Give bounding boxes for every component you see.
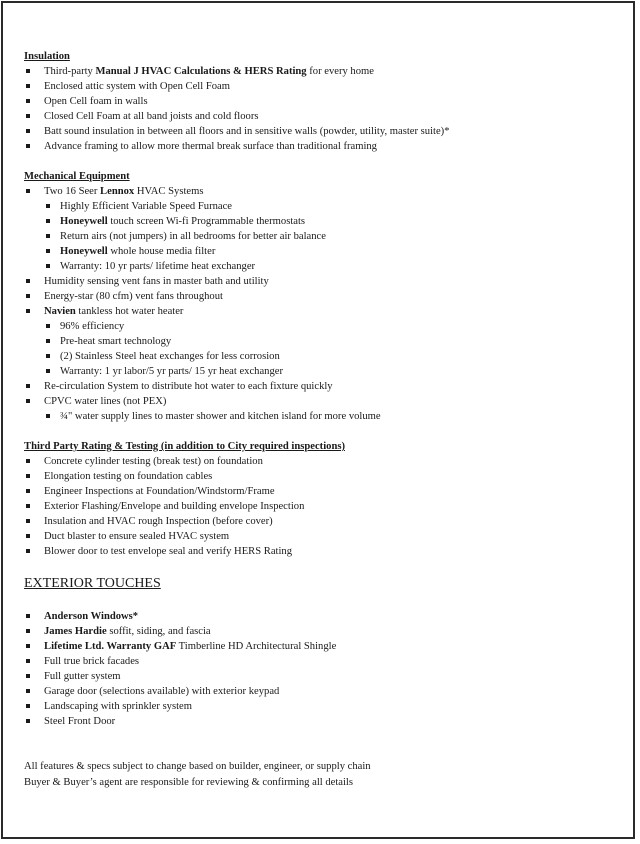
- sub-list-item: Warranty: 1 yr labor/5 yr parts/ 15 yr heat exchanger: [24, 364, 624, 379]
- hvac-sub-list-wrap: [24, 199, 624, 274]
- bullet-icon: [46, 414, 50, 418]
- bullet-icon: [26, 504, 30, 508]
- bullet-icon: [26, 519, 30, 523]
- bullet-icon: [26, 399, 30, 403]
- bullet-icon: [46, 354, 50, 358]
- list-item: Humidity sensing vent fans in master bath and utility: [24, 274, 624, 289]
- disclaimer-line: Buyer & Buyer’s agent are responsible for reviewing & confirming all details: [24, 777, 354, 788]
- list-item: James Hardie soffit, siding, and fascia: [24, 624, 624, 639]
- list-item: Concrete cylinder testing (break test) on foundation: [24, 454, 624, 469]
- bullet-icon: [46, 264, 50, 268]
- bullet-icon: [26, 459, 30, 463]
- disclaimer-line: All features & specs subject to change based on builder, engineer, or supply chain: [24, 761, 371, 772]
- sub-list-item: ¾" water supply lines to master shower and kitchen island for more volume: [24, 409, 624, 424]
- list-item: Two 16 Seer Lennox HVAC Systems: [24, 184, 624, 199]
- list-item: Closed Cell Foam at all band joists and cold floors: [24, 109, 624, 124]
- bullet-icon: [26, 129, 30, 133]
- list-item: Garage door (selections available) with exterior keypad: [24, 684, 624, 699]
- spec-sheet: [24, 49, 624, 791]
- bullet-icon: [46, 324, 50, 328]
- list-item: Advance framing to allow more thermal break surface than traditional framing: [24, 139, 624, 154]
- bullet-icon: [26, 84, 30, 88]
- list-item: Lifetime Ltd. Warranty GAF Timberline HD Architectural Shingle: [24, 639, 624, 654]
- list-item: Engineer Inspections at Foundation/Windstorm/Frame: [24, 484, 624, 499]
- bullet-icon: [26, 614, 30, 618]
- bullet-icon: [46, 234, 50, 238]
- bullet-icon: [46, 339, 50, 343]
- bullet-icon: [26, 384, 30, 388]
- cpvc-sub-list-wrap: [24, 409, 624, 424]
- bullet-icon: [26, 689, 30, 693]
- list-item: Enclosed attic system with Open Cell Foam: [24, 79, 624, 94]
- list-item: Open Cell foam in walls: [24, 94, 624, 109]
- bullet-icon: [26, 474, 30, 478]
- sub-list-item: Pre-heat smart technology: [24, 334, 624, 349]
- bullet-icon: [26, 489, 30, 493]
- mechanical-heading: Mechanical Equipment: [24, 171, 130, 182]
- list-item: Re-circulation System to distribute hot water to each fixture quickly: [24, 379, 624, 394]
- list-item: Energy-star (80 cfm) vent fans throughout: [24, 289, 624, 304]
- bullet-icon: [26, 279, 30, 283]
- bullet-icon: [26, 294, 30, 298]
- exterior-heading: EXTERIOR TOUCHES: [24, 576, 161, 591]
- bullet-icon: [26, 144, 30, 148]
- third-party-heading: Third Party Rating & Testing (in addition to City required inspections): [24, 441, 345, 452]
- sub-list-item: (2) Stainless Steel heat exchanges for less corrosion: [24, 349, 624, 364]
- sub-list-item: Honeywell touch screen Wi-fi Programmable thermostats: [24, 214, 624, 229]
- list-item: Elongation testing on foundation cables: [24, 469, 624, 484]
- list-item: Full gutter system: [24, 669, 624, 684]
- bullet-icon: [26, 644, 30, 648]
- insulation-list: [24, 64, 624, 154]
- disclaimer: [24, 759, 624, 791]
- list-item: Insulation and HVAC rough Inspection (before cover): [24, 514, 624, 529]
- list-item: Anderson Windows*: [24, 609, 624, 624]
- bullet-icon: [26, 189, 30, 193]
- third-party-list: [24, 454, 624, 559]
- sub-list-item: Highly Efficient Variable Speed Furnace: [24, 199, 624, 214]
- list-item: CPVC water lines (not PEX): [24, 394, 624, 409]
- list-item: Duct blaster to ensure sealed HVAC system: [24, 529, 624, 544]
- bullet-icon: [26, 534, 30, 538]
- bullet-icon: [46, 369, 50, 373]
- exterior-list: [24, 609, 624, 729]
- bullet-icon: [26, 69, 30, 73]
- list-item: Steel Front Door: [24, 714, 624, 729]
- sub-list-item: Honeywell whole house media filter: [24, 244, 624, 259]
- insulation-heading: Insulation: [24, 51, 70, 62]
- list-item: Landscaping with sprinkler system: [24, 699, 624, 714]
- list-item: Exterior Flashing/Envelope and building envelope Inspection: [24, 499, 624, 514]
- bullet-icon: [46, 219, 50, 223]
- bullet-icon: [26, 114, 30, 118]
- bullet-icon: [26, 309, 30, 313]
- list-item: Full true brick facades: [24, 654, 624, 669]
- bullet-icon: [26, 719, 30, 723]
- navien-sub-list-wrap: [24, 319, 624, 379]
- bullet-icon: [26, 629, 30, 633]
- cpvc-sub-list: [24, 409, 624, 424]
- list-item: Third-party Manual J HVAC Calculations & HERS Rating for every home: [24, 64, 624, 79]
- sub-list-item: Return airs (not jumpers) in all bedrooms for better air balance: [24, 229, 624, 244]
- list-item: Navien tankless hot water heater: [24, 304, 624, 319]
- sub-list-item: 96% efficiency: [24, 319, 624, 334]
- list-item: Batt sound insulation in between all floors and in sensitive walls (powder, utility, master suite)*: [24, 124, 624, 139]
- list-item: Blower door to test envelope seal and verify HERS Rating: [24, 544, 624, 559]
- bullet-icon: [26, 674, 30, 678]
- bullet-icon: [26, 549, 30, 553]
- navien-sub-list: [24, 319, 624, 379]
- bullet-icon: [46, 204, 50, 208]
- bullet-icon: [26, 704, 30, 708]
- mechanical-list: [24, 184, 624, 424]
- sub-list-item: Warranty: 10 yr parts/ lifetime heat exchanger: [24, 259, 624, 274]
- hvac-sub-list: [24, 199, 624, 274]
- bullet-icon: [26, 99, 30, 103]
- bullet-icon: [46, 249, 50, 253]
- bullet-icon: [26, 659, 30, 663]
